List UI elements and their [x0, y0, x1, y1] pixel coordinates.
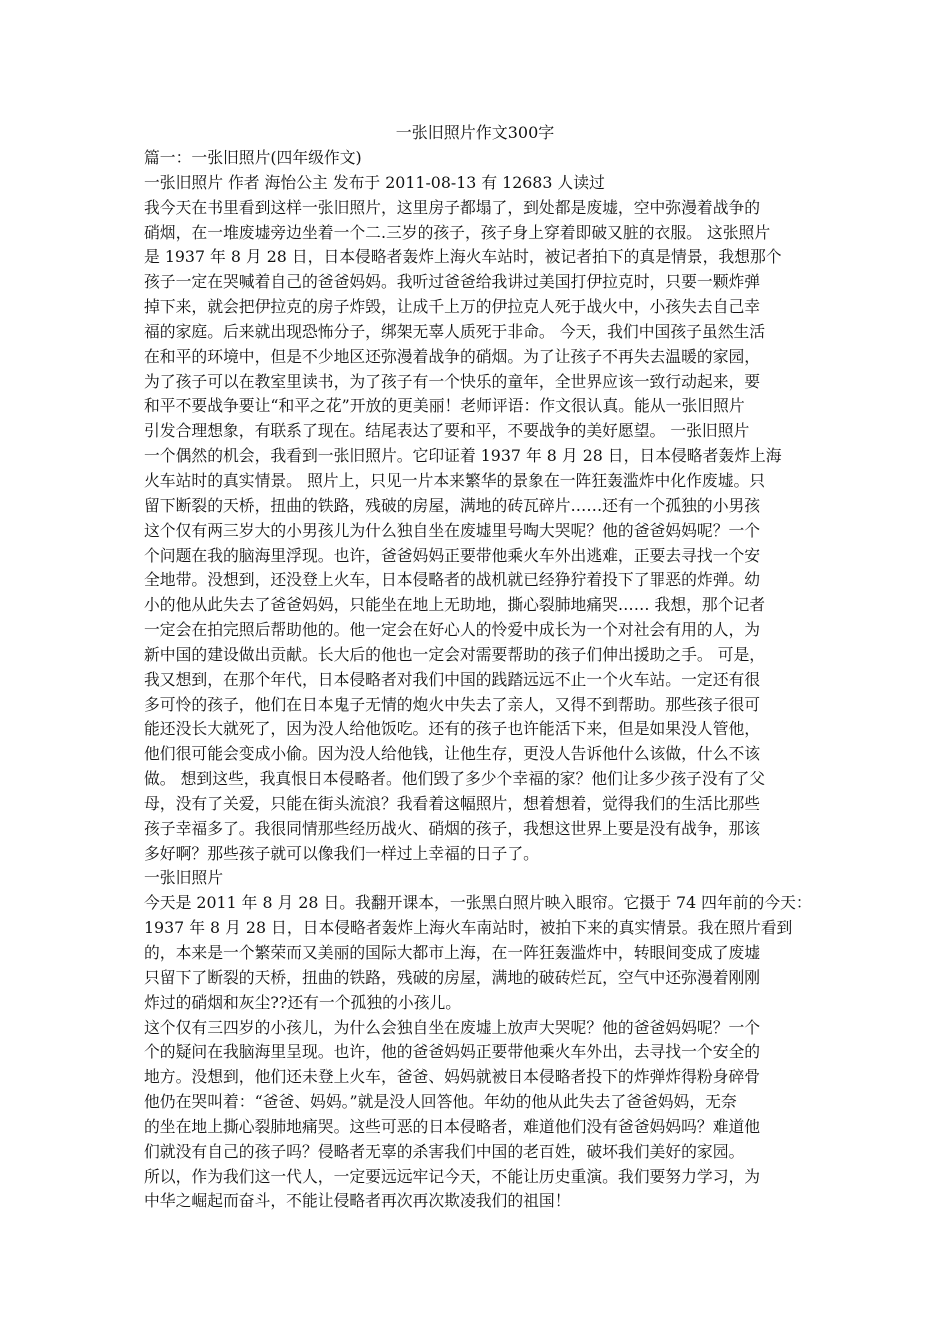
text-line: 孩子一定在哭喊着自己的爸爸妈妈。我听过爸爸给我讲过美国打伊拉克时，只要一颗炸弹 [144, 272, 761, 292]
text-line: 他仍在哭叫着：“爸爸、妈妈。”就是没人回答他。年幼的他从此失去了爸爸妈妈，无奈 [144, 1092, 737, 1112]
text-line: 一定会在拍完照后帮助他的。他一定会在好心人的怜爱中成长为一个对社会有用的人，为 [144, 620, 761, 640]
text-line: 今天是 2011 年 8 月 28 日。我翻开课本，一张黑白照片映入眼帘。它摄于 74 四年前的今天： [144, 893, 812, 913]
text-line: 炸过的硝烟和灰尘??还有一个孤独的小孩儿。 [144, 992, 462, 1012]
text-line: 们就没有自己的孩子吗？侵略者无辜的杀害我们中国的老百姓，破坏我们美好的家园。 [144, 1141, 745, 1161]
text-line: 一个偶然的机会，我看到一张旧照片。它印证着 1937 年 8 月 28 日，日本侵略者轰炸上海 [144, 446, 782, 466]
text-line: 硝烟，在一堆废墟旁边坐着一个二.三岁的孩子，孩子身上穿着即破又脏的衣服。 这张照片 [144, 222, 771, 242]
text-line: 全地带。没想到，还没登上火车，日本侵略者的战机就已经狰狞着投下了罪恶的炸弹。幼 [144, 570, 761, 590]
text-line: 多好啊？那些孩子就可以像我们一样过上幸福的日子了。 [144, 843, 539, 863]
text-line: 他们很可能会变成小偷。因为没人给他钱，让他生存，更没人告诉他什么该做，什么不该 [144, 744, 761, 764]
text-line: 一张旧照片 作者 海怡公主 发布于 2011-08-13 有 12683 人读过 [144, 172, 605, 192]
text-line: 的，本来是一个繁荣而又美丽的国际大都市上海，在一阵狂轰滥炸中，转眼间变成了废墟 [144, 943, 761, 962]
text-line: 这个仅有三四岁的小孩儿，为什么会独自坐在废墟上放声大哭呢？他的爸爸妈妈呢？一个 [144, 1017, 761, 1037]
text-line: 火车站时的真实情景。 照片上，只见一片本来繁华的景象在一阵狂轰滥炸中化作废墟。只 [144, 470, 766, 490]
text-line: 1937 年 8 月 28 日，日本侵略者轰炸上海火车南站时，被拍下来的真实情景。我在照片看到 [144, 918, 793, 938]
text-line: 和平不要战争要让“和平之花”开放的更美丽！老师评语：作文很认真。能从一张旧照片 [144, 396, 745, 416]
text-line: 所以，作为我们这一代人，一定要远远牢记今天，不能让历史重演。我们要努力学习，为 [144, 1166, 761, 1186]
text-line: 篇一：一张旧照片(四年级作文) [144, 148, 362, 167]
text-line: 掉下来，就会把伊拉克的房子炸毁，让成千上万的伊拉克人死于战火中，小孩失去自己幸 [144, 297, 761, 317]
text-line: 小的他从此失去了爸爸妈妈，只能坐在地上无助地，撕心裂肺地痛哭…… 我想，那个记者 [144, 595, 766, 615]
text-line: 母，没有了关爱，只能在街头流浪？我看着这幅照片，想着想着，觉得我们的生活比那些 [144, 793, 761, 813]
text-line: 在和平的环境中，但是不少地区还弥漫着战争的硝烟。为了让孩子不再失去温暖的家园， [144, 346, 761, 366]
text-line: 福的家庭。后来就出现恐怖分子，绑架无辜人质死于非命。 今天，我们中国孩子虽然生活 [144, 321, 766, 341]
text-line: 多可怜的孩子，他们在日本鬼子无情的炮火中失去了亲人，又得不到帮助。那些孩子很可 [144, 694, 761, 714]
text-line: 只留下了断裂的天桥，扭曲的铁路，残破的房屋，满地的破砖烂瓦，空气中还弥漫着刚刚 [144, 967, 761, 987]
text-line: 引发合理想象，有联系了现在。结尾表达了要和平，不要战争的美好愿望。 一张旧照片 [144, 421, 750, 441]
text-line: 这个仅有两三岁大的小男孩儿为什么独自坐在废墟里号啕大哭呢？他的爸爸妈妈呢？一个 [144, 520, 761, 540]
text-line: 地方。没想到，他们还未登上火车，爸爸、妈妈就被日本侵略者投下的炸弹炸得粉身碎骨 [144, 1067, 761, 1087]
text-line: 能还没长大就死了，因为没人给他饭吃。还有的孩子也许能活下来，但是如果没人管他， [144, 719, 761, 739]
text-line: 中华之崛起而奋斗，不能让侵略者再次再次欺凌我们的祖国！ [144, 1191, 571, 1211]
text-line: 个问题在我的脑海里浮现。也许，爸爸妈妈正要带他乘火车外出逃难，正要去寻找一个安 [144, 545, 761, 565]
text-line: 我今天在书里看到这样一张旧照片，这里房子都塌了，到处都是废墟，空中弥漫着战争的 [144, 197, 761, 217]
text-line: 新中国的建设做出贡献。长大后的他也一定会对需要帮助的孩子们伸出援助之手。 可是， [144, 644, 766, 664]
text-line: 个的疑问在我脑海里呈现。也许，他的爸爸妈妈正要带他乘火车外出，去寻找一个安全的 [144, 1042, 761, 1062]
text-line: 做。 想到这些，我真恨日本侵略者。他们毁了多少个幸福的家？他们让多少孩子没有了父 [144, 769, 766, 789]
text-line: 我又想到，在那个年代，日本侵略者对我们中国的践踏远远不止一个火车站。一定还有很 [144, 669, 761, 689]
text-line: 一张旧照片 [144, 868, 223, 888]
text-line: 为了孩子可以在教室里读书，为了孩子有一个快乐的童年，全世界应该一致行动起来，要 [144, 371, 761, 391]
document-body [144, 146, 814, 1214]
text-line: 的坐在地上撕心裂肺地痛哭。这些可恶的日本侵略者，难道他们没有爸爸妈妈吗？难道他 [144, 1116, 761, 1136]
text-line: 留下断裂的天桥，扭曲的铁路，残破的房屋，满地的砖瓦碎片……还有一个孤独的小男孩 [144, 495, 761, 515]
text-line: 是 1937 年 8 月 28 日，日本侵略者轰炸上海火车站时，被记者拍下的真是情景，我想那个 [144, 247, 782, 267]
text-line: 孩子幸福多了。我很同情那些经历战火、硝烟的孩子，我想这世界上要是没有战争，那该 [144, 818, 761, 838]
document-title: 一张旧照片作文300字 [395, 123, 555, 142]
